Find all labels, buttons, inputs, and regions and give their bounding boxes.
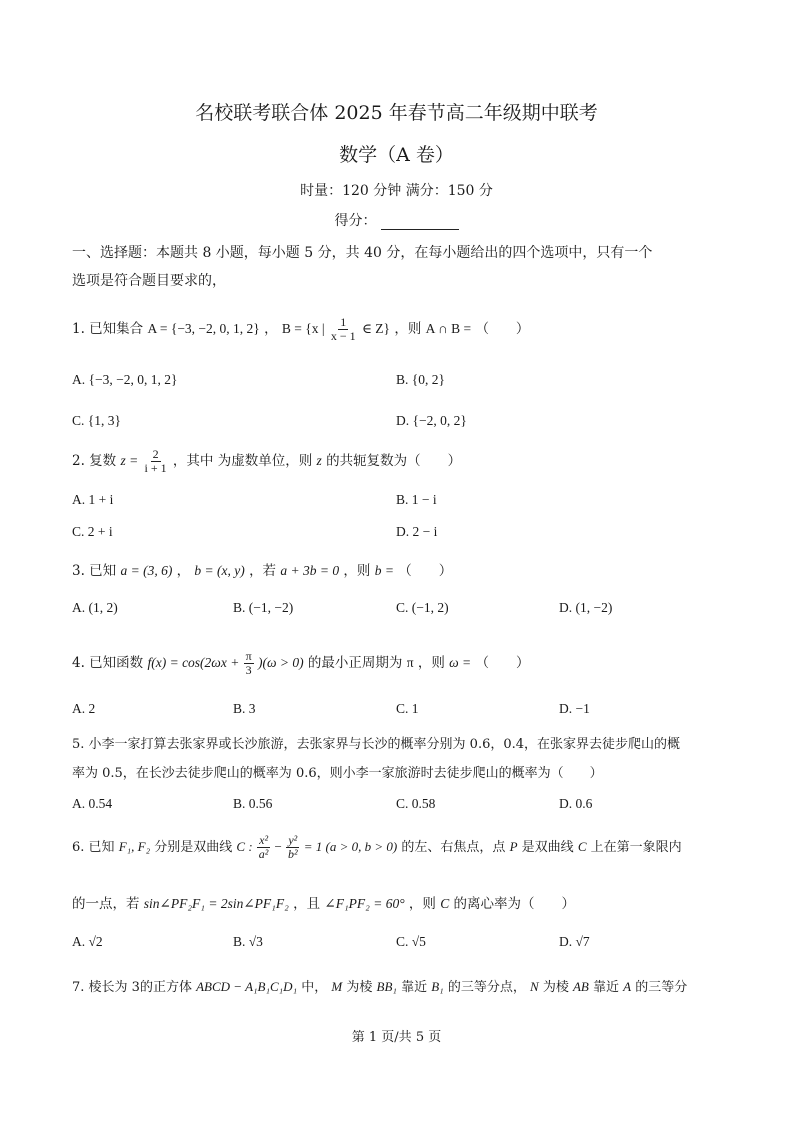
q3-option-a[interactable]: A. (1, 2) [72, 600, 118, 615]
score-field [0, 210, 793, 230]
q4-option-a[interactable]: A. 2 [72, 701, 96, 716]
phase-fraction: $\frac{\pi}{3}$ [245, 649, 252, 677]
question-2-stem: 2. 复数 z = $\frac{2}{i + 1}$ ，其中 为虚数单位，则 z 的共轭复数为（ ） [72, 447, 462, 475]
question-7-line1: 7. 棱长为 3的正方体 ABCD − A₁B₁C₁D₁ 中， M 为棱 BB₁ 靠近 B₁ 的三等分点， N 为棱 AB 靠近 A 的三等分 [72, 979, 688, 995]
q6-option-a[interactable]: A. √2 [72, 934, 103, 949]
score-blank [381, 215, 459, 230]
vector-b: b = (x, y) [194, 563, 245, 578]
section-instructions-line2: 选项是符合题目要求的， [72, 273, 226, 289]
q1-option-b[interactable]: B. {0, 2} [396, 372, 445, 387]
q5-option-d[interactable]: D. 0.6 [559, 796, 593, 811]
question-1-stem: 1. 已知集合 A = {−3, −2, 0, 1, 2} ， B = {x | $\frac{1}{x - 1}$ ∈ Z} ，则 A ∩ B = （ ） [72, 315, 530, 343]
complex-fraction: $\frac{2}{i + 1}$ [144, 447, 167, 475]
q5-option-a[interactable]: A. 0.54 [72, 796, 113, 811]
hyperbola-y-term: $\frac{\text{y²}}{\text{b²}}$ [288, 833, 298, 861]
q1-option-c[interactable]: C. {1, 3} [72, 413, 121, 428]
question-5-line2: 率为 0.5，在长沙去徒步爬山的概率为 0.6，则小李一家旅游时去徒步爬山的概率为（ ） [72, 766, 603, 781]
page-number: 第 1 页/共 5 页 [351, 1030, 442, 1045]
q2-option-b[interactable]: B. 1 − i [396, 492, 437, 507]
score-label: 得分： [334, 213, 377, 229]
q6-option-b[interactable]: B. √3 [233, 934, 263, 949]
question-6-line2: 的一点，若 sin∠PF₂F₁ = 2sin∠PF₁F₂ ，且 ∠F₁PF₂ = 60° ，则 C 的离心率为（ ） [72, 896, 575, 912]
time-score-info: 时量：120 分钟 满分：150 分 [300, 183, 493, 199]
q3-option-c[interactable]: C. (−1, 2) [396, 600, 449, 615]
exam-subtitle: 数学（A 卷） [339, 144, 454, 166]
question-3-stem: 3. 已知 a = (3, 6) ， b = (x, y) ，若 a + 3b = 0 ，则 b = （ ） [72, 563, 453, 579]
section-instructions-line1: 一、选择题：本题共 8 小题，每小题 5 分，共 40 分，在每小题给出的四个选项中，只有一个 [72, 245, 653, 261]
q4-option-d[interactable]: D. −1 [559, 701, 590, 716]
q1-option-a[interactable]: A. {−3, −2, 0, 1, 2} [72, 372, 178, 387]
q1-option-d[interactable]: D. {−2, 0, 2} [396, 413, 467, 428]
hyperbola-x-term: $\frac{\text{x²}}{\text{a²}}$ [258, 833, 269, 861]
q6-option-c[interactable]: C. √5 [396, 934, 426, 949]
vector-a: a = (3, 6) [120, 563, 173, 578]
question-5-line1: 5. 小李一家打算去张家界或长沙旅游，去张家界与长沙的概率分别为 0.6，0.4，在张家界去徒步爬山的概 [72, 737, 681, 752]
q4-option-c[interactable]: C. 1 [396, 701, 419, 716]
question-6-line1: 6. 已知 F₁, F₂ 分别是双曲线 C : $\frac{\text{x²}}{\text{a²}}$ − $\frac{\text{y²}}{\text{b²}}$ = 1 (a > 0, b > 0) 的左、右焦点，点 P 是双曲线 C 上在第一象限内 [72, 833, 682, 861]
q4-option-b[interactable]: B. 3 [233, 701, 256, 716]
question-4-stem: 4. 已知函数 f(x) = cos(2ωx + $\frac{\pi}{3}$ )(ω > 0) 的最小正周期为 π ，则 ω = （ ） [72, 649, 530, 677]
q3-option-d[interactable]: D. (1, −2) [559, 600, 613, 615]
q2-option-d[interactable]: D. 2 − i [396, 524, 438, 539]
exam-title: 名校联考联合体 2025 年春节高二年级期中联考 [195, 102, 598, 124]
q6-option-d[interactable]: D. √7 [559, 934, 590, 949]
q5-option-b[interactable]: B. 0.56 [233, 796, 273, 811]
set-b-fraction: $\frac{1}{x - 1}$ [330, 315, 356, 343]
q3-option-b[interactable]: B. (−1, −2) [233, 600, 294, 615]
q5-option-c[interactable]: C. 0.58 [396, 796, 436, 811]
set-a: A = {−3, −2, 0, 1, 2} [147, 321, 260, 336]
q2-option-c[interactable]: C. 2 + i [72, 524, 113, 539]
q2-option-a[interactable]: A. 1 + i [72, 492, 114, 507]
